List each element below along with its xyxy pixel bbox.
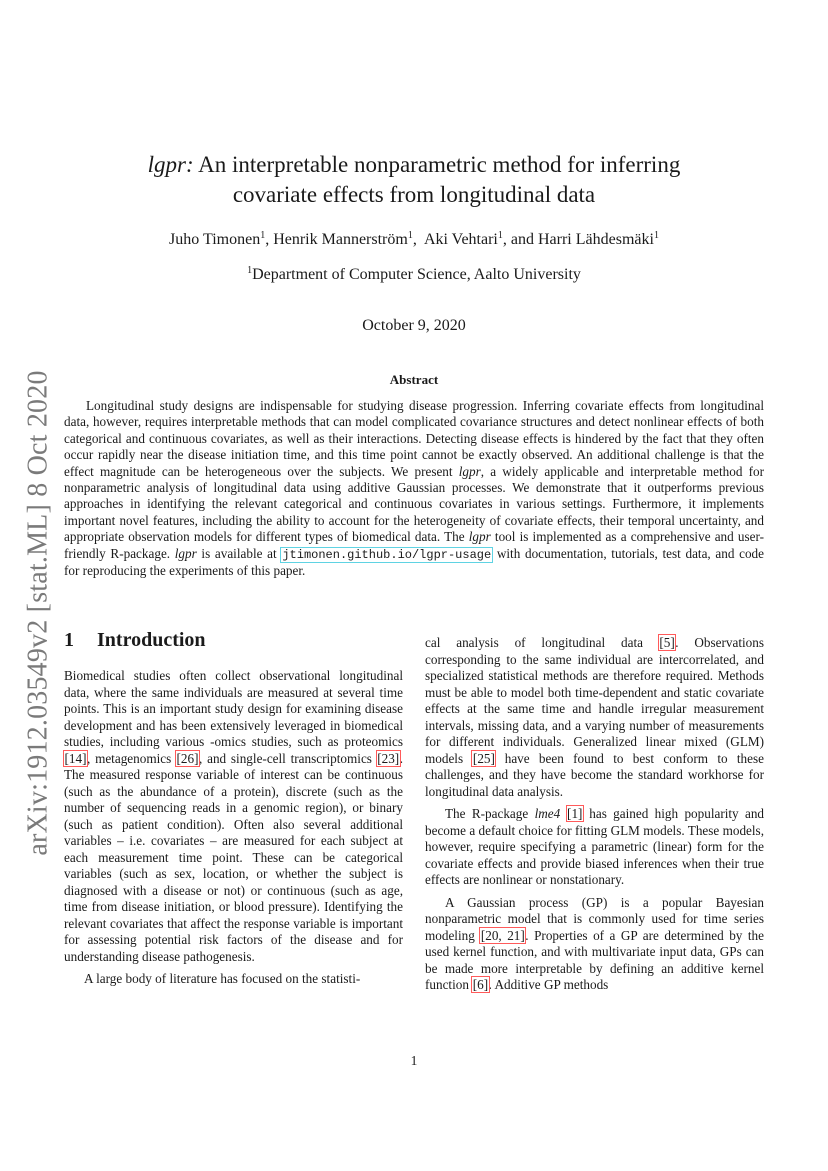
abstract-text: with documentation, tutorials, test data, and code for reproducing the experiments of this paper. [64,545,765,579]
intro-paragraph [425,635,764,800]
body-text: , and single-cell transcriptomics [199,750,377,766]
section-title: Introduction [97,629,206,651]
right-column [425,635,764,994]
abstract-text: , a widely applicable and interpretable method for nonparametric analysis of longitudinal data using additive Gaussian processes. We demonstrate that it outperforms previous approaches in identifying the relevant categorical and continuous covariates in various settings. Furthermore, it implements important novel features, including the ability to account for the heterogeneity of covariate effects, their temporal uncertainty, and appropriate observation models for different types of biomedical data. The [64,463,764,545]
intro-paragraph [425,806,764,889]
abstract-heading: Abstract [389,372,439,387]
section-heading [64,629,206,652]
body-text: , metagenomics [86,750,177,766]
author-affiliation-mark: 1 [260,230,266,241]
abstract-package-name: lgpr [174,545,197,561]
package-name: lme4 [534,806,561,821]
section-number: 1 [64,629,74,651]
author-affiliation-mark: 1 [653,230,659,241]
citation-link[interactable]: [6] [472,977,489,992]
publication-date: October 9, 2020 [362,317,466,334]
citation-link[interactable]: [26] [176,750,199,766]
body-text: The R-package [445,806,535,821]
author-separator: , [265,231,274,248]
title-package-name: lgpr: [147,152,194,177]
body-text: cal analysis of longitudinal data [425,635,659,650]
abstract-text: tool is implemented as a comprehensive and user-friendly R-package. [64,529,765,561]
affiliation [80,264,748,286]
intro-paragraph: A large body of literature has focused on the statisti- [84,971,361,986]
abstract-body [64,398,764,579]
title-line-1: An interpretable nonparametric method for inferring [193,152,681,177]
author-name: Harri Lähdesmäki [537,231,654,248]
author-name: Aki Vehtari [423,231,498,248]
intro-paragraph [425,895,764,994]
author-name: Juho Timonen [169,231,261,248]
arxiv-stamp [22,365,56,860]
affiliation-text: Department of Computer Science, Aalto University [252,266,581,283]
body-text: . Observations corresponding to the same individual are intercorrelated, and specialized statistical methods are therefore required. Methods must be able to model both time-dependent and static covariate effects at the same time and handle irregular measurement intervals, missing data, and a varying number of measurements for different individuals. Generalized linear mixed (GLM) models [425,635,764,766]
paper-title [80,150,748,210]
body-text: Biomedical studies often collect observational longitudinal data, where the same individuals are measured at several time points. This is an important study design for examining disease development and has been extensively leveraged in biomedical studies, including various -omics studies, such as proteomics [64,668,403,749]
abstract-text: is available at [196,545,282,561]
body-text: has gained high popularity and become a default choice for fitting GLM models. These models, however, require specifying a parametric (linear) form for the covariate effects and provide biased inferences when their true effects are nonlinear or nonstationary. [425,806,765,887]
citation-link[interactable]: [20, 21] [480,927,525,943]
title-line-2: covariate effects from longitudinal data [232,182,596,207]
citation-link[interactable]: [25] [472,750,495,766]
body-text: . Properties of a GP are determined by the used kernel function, and with multivariate input data, GPs can be made more interpretable by defining an additive kernel function [425,927,764,992]
author-name: Henrik Mannerström [273,231,408,248]
body-text: . The measured response variable of interest can be continuous (such as the abundance of a protein), discrete (such as the number of sequencing reads in a genomic region), or binary (such as patient condition). Often also several additional variables – i.e. covariates – are measured for each subject at each measurement time point. These can be categorical variables (such as sex, location, or whether the subject is diagnosed with a disease or not) or continuous (such as age, time from disease initiation, or blood pressure). Identifying the relevant covariates that affect the response variable is important for assessing potential risk factors of the disease and for understanding disease pathogenesis. [64,750,403,964]
abstract-package-name: lgpr [458,463,481,479]
affiliation-mark: 1 [247,265,253,276]
intro-paragraph [64,668,403,965]
citation-link[interactable]: [23] [377,750,400,766]
author-affiliation-mark: 1 [497,230,503,241]
abstract-text: Longitudinal study designs are indispensable for studying disease progression. Inferring covariate effects from longitudinal data, however, requires interpretable methods that can model complicated covariance structures and detect nonlinear effects of both categorical and continuous covariates, as well as their interactions. Detecting disease effects is hindered by the fact that they often occur rapidly near the disease initiation time, and this time point cannot be exactly observed. An additional challenge is that the effect magnitude can be heterogeneous over the subjects. We present [64,398,764,479]
usage-url-link[interactable]: jtimonen.github.io/lgpr-usage [282,547,492,562]
citation-link[interactable]: [14] [64,750,87,766]
arxiv-identifier: arXiv:1912.03549v2 [stat.ML] 8 Oct 2020 [23,369,55,856]
abstract-package-name: lgpr [468,529,491,545]
body-text: have been found to best conform to these challenges, and they have become the standard workhorse for longitudinal data analysis. [425,750,764,799]
citation-link[interactable]: [5] [659,635,675,650]
body-text [560,806,566,821]
citation-link[interactable]: [1] [567,806,583,821]
author-affiliation-mark: 1 [407,230,413,241]
author-separator: , and [502,231,538,248]
page-number: 1 [410,1053,418,1068]
body-text: A Gaussian process (GP) is a popular Bayesian nonparametric model that is commonly used for time series modeling [425,894,764,943]
author-list [80,229,748,251]
author-separator: , [412,231,424,248]
body-text: . Additive GP methods [488,977,609,992]
left-column [64,668,403,988]
